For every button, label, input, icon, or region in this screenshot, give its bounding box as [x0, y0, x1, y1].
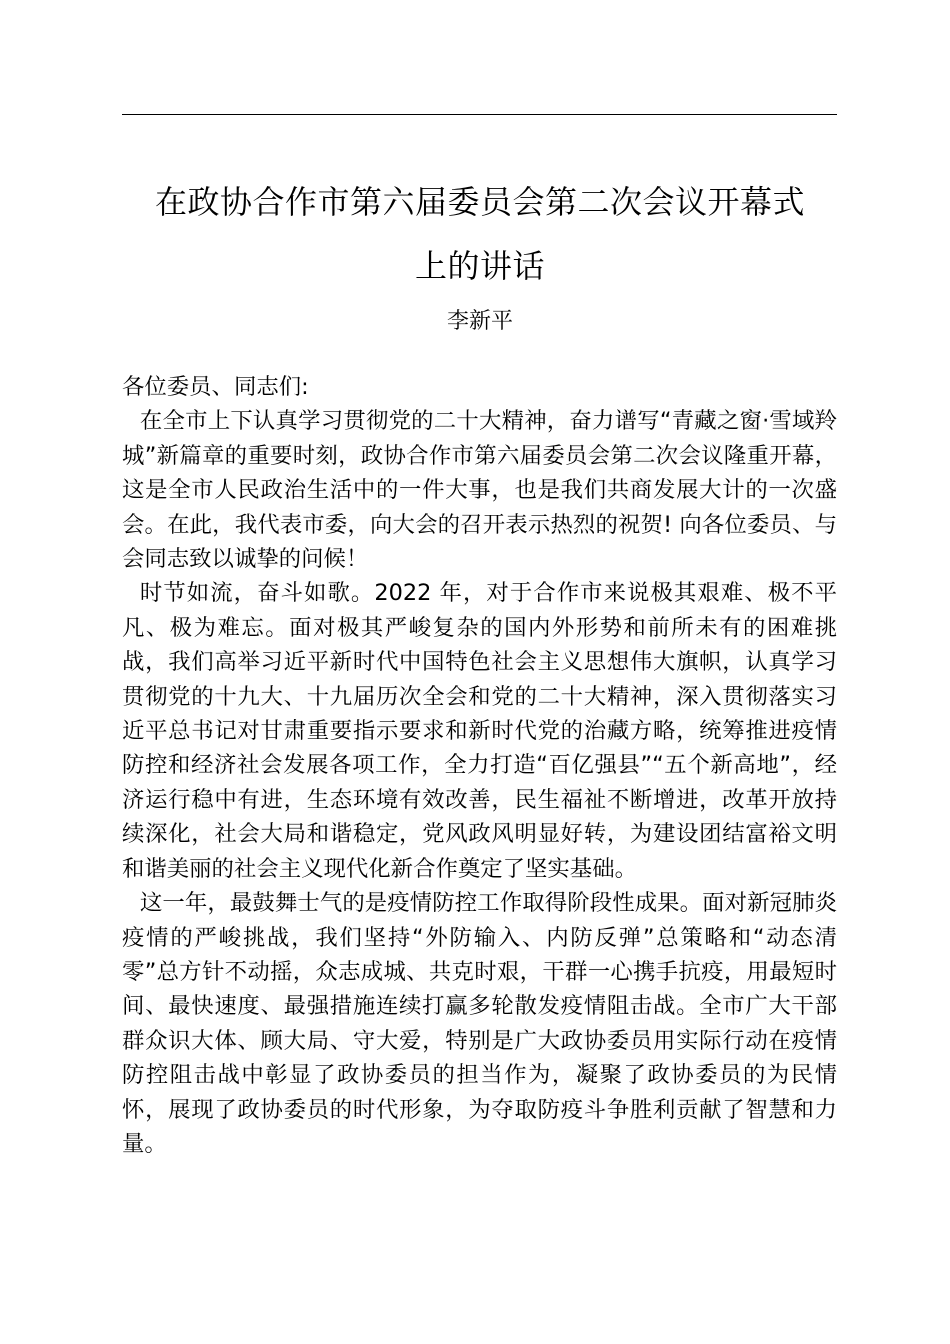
speech-body — [122, 370, 837, 1161]
title-line-2: 上的讲话 — [414, 247, 545, 285]
paragraph-3: 这一年，最鼓舞士气的是疫情防控工作取得阶段性成果。面对新冠肺炎疫情的严峻挑战，我们坚持“外防输入、内防反弹”总策略和“动态清零”总方针不动摇，众志成城、共克时艰，干群一心携手抗疫，用最短时间、最快速度、最强措施连续打赢多轮散发疫情阻击战。全市广大干部群众识大体、顾大局、守大爱，特别是广大政协委员用实际行动在疫情防控阻击战中彰显了政协委员的担当作为，凝聚了政协委员的为民情怀，展现了政协委员的时代形象，为夺取防疫斗争胜利贡献了智慧和力量。 — [122, 890, 837, 1157]
title-line-1: 在政协合作市第六届委员会第二次会议开幕式 — [154, 183, 805, 221]
salutation: 各位委员、同志们: — [122, 374, 309, 400]
paragraph-1: 在全市上下认真学习贯彻党的二十大精神，奋力谱写“青藏之窗·雪域羚城”新篇章的重要时刻，政协合作市第六届委员会第二次会议隆重开幕，这是全市人民政治生活中的一件大事，也是我们共商发展大计的一次盛会。在此，我代表市委，向大会的召开表示热烈的祝贺! 向各位委员、与会同志致以诚挚的问候！ — [122, 408, 837, 573]
header-rule — [122, 114, 837, 115]
paragraph-2: 时节如流，奋斗如歌。2022 年，对于合作市来说极其艰难、极不平凡、极为难忘。面对极其严峻复杂的国内外形势和前所未有的困难挑战，我们高举习近平新时代中国特色社会主义思想伟大旗帜，认真学习贯彻党的十九大、十九届历次全会和党的二十大精神，深入贯彻落实习近平总书记对甘肃重要指示要求和新时代党的治藏方略，统筹推进疫情防控和经济社会发展各项工作，全力打造“百亿强县”“五个新高地”，经济运行稳中有进，生态环境有效改善，民生福祉不断增进，改革开放持续深化，社会大局和谐稳定，党风政风明显好转，为建设团结富裕文明和谐美丽的社会主义现代化新合作奠定了坚实基础。 — [122, 580, 837, 882]
document-title — [100, 170, 860, 298]
author-name: 李新平 — [446, 309, 513, 334]
